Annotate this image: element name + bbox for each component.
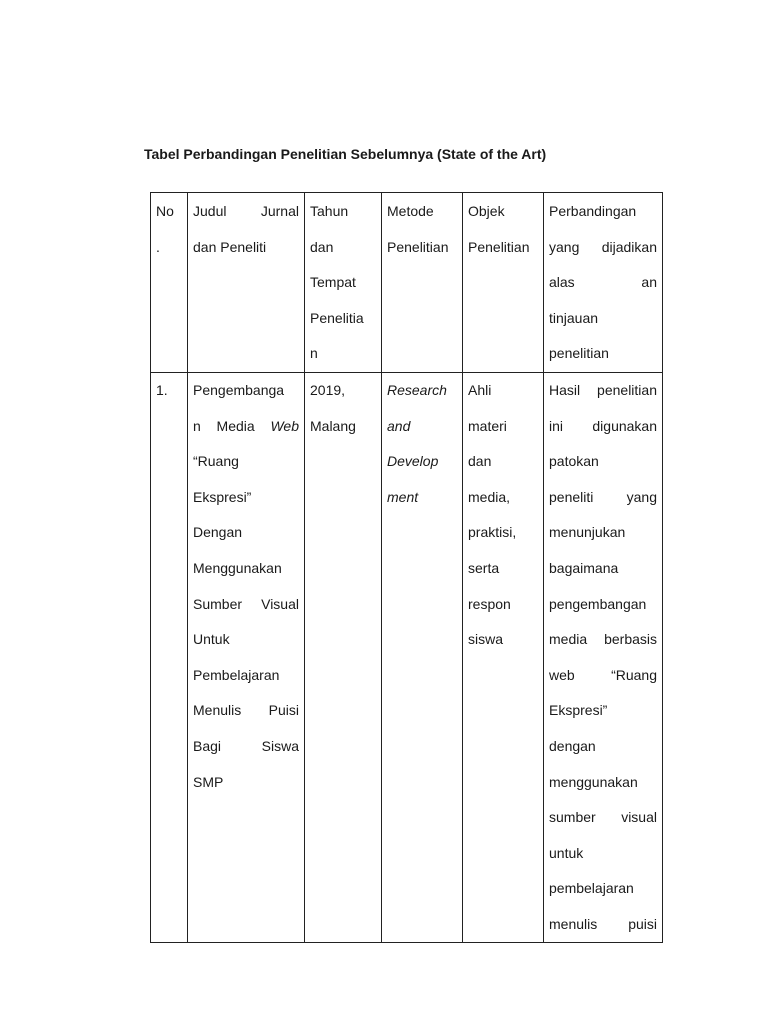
cell-perbandingan-line: menggunakan — [549, 773, 638, 790]
header-metode-line: Metode — [387, 203, 434, 219]
cell-metode-line: ment — [387, 488, 419, 505]
cell-no-text: 1. — [156, 381, 168, 398]
cell-judul-line: Pengembanga — [193, 381, 285, 398]
state-of-the-art-table — [150, 192, 663, 943]
cell-objek-line: dan — [468, 453, 492, 470]
header-tahun-line: Penelitia — [310, 309, 364, 326]
cell-objek-line: Ahli — [468, 381, 492, 398]
header-judul-line: Judul Jurnal — [193, 203, 299, 219]
cell-metode-line: Develop — [387, 453, 439, 470]
cell-perbandingan-line: Hasil penelitian — [549, 381, 657, 398]
header-perbandingan-line: yang dijadikan — [549, 238, 657, 255]
cell-perbandingan-line: menunjukan — [549, 524, 626, 541]
cell-perbandingan-line: ini digunakan — [549, 417, 657, 434]
header-tahun — [305, 193, 382, 373]
cell-objek-line: media, — [468, 488, 511, 505]
cell-judul-line: Sumber Visual — [193, 595, 299, 612]
cell-judul-line: Pembelajaran — [193, 666, 280, 683]
cell-objek-line: materi — [468, 417, 507, 434]
header-perbandingan-line: Perbandingan — [549, 203, 637, 219]
cell-judul-line: Bagi Siswa — [193, 737, 299, 754]
cell-perbandingan-line: patokan — [549, 453, 599, 470]
header-metode-line: Penelitian — [387, 238, 449, 255]
cell-judul-line: Menulis Puisi — [193, 702, 299, 719]
header-no — [151, 193, 188, 373]
cell-perbandingan-line: menulis puisi — [549, 915, 657, 932]
cell-judul-italic-segment: Web — [270, 417, 299, 434]
cell-judul-segment: n Media — [193, 417, 255, 434]
cell-perbandingan-content — [549, 373, 657, 943]
cell-objek — [463, 372, 544, 943]
cell-perbandingan-line: media berbasis — [549, 631, 657, 648]
header-tahun-line: Tempat — [310, 274, 356, 291]
cell-no — [151, 372, 188, 943]
header-no-line: . — [156, 238, 160, 255]
cell-objek-line: siswa — [468, 631, 504, 648]
cell-tahun-line: Malang — [310, 417, 356, 434]
cell-objek-line: praktisi, — [468, 524, 517, 541]
cell-perbandingan-line: web “Ruang — [549, 666, 657, 683]
cell-perbandingan-line: sumber visual — [549, 809, 657, 826]
header-tahun-line: Tahun — [310, 203, 349, 219]
header-objek — [463, 193, 544, 373]
cell-judul-line: Ekspresi” — [193, 488, 252, 505]
header-objek-line: Penelitian — [468, 238, 530, 255]
cell-perbandingan-line: pengembangan — [549, 595, 647, 612]
header-perbandingan — [544, 193, 663, 373]
cell-metode-line: and — [387, 417, 411, 434]
cell-judul-line: Dengan — [193, 524, 243, 541]
cell-tahun — [305, 372, 382, 943]
header-judul — [188, 193, 305, 373]
cell-perbandingan-line: untuk — [549, 844, 584, 861]
cell-perbandingan-line: bagaimana — [549, 559, 619, 576]
cell-tahun-line: 2019, — [310, 381, 346, 398]
cell-perbandingan-line: Ekspresi” — [549, 702, 608, 719]
cell-judul-line: Untuk — [193, 631, 230, 648]
header-perbandingan-line: tinjauan — [549, 309, 599, 326]
cell-metode-line: Research — [387, 381, 447, 398]
header-perbandingan-line: alas an — [549, 274, 657, 291]
header-perbandingan-line: penelitian — [549, 345, 609, 362]
cell-judul-line — [193, 409, 299, 445]
header-tahun-line: n — [310, 345, 318, 362]
cell-judul-line: Menggunakan — [193, 559, 282, 576]
cell-metode — [382, 372, 463, 943]
cell-perbandingan-line: pembelajaran — [549, 880, 634, 897]
page-title: Tabel Perbandingan Penelitian Sebelumnya (State of the Art) — [144, 146, 547, 162]
cell-judul — [188, 372, 305, 943]
header-no-line: No — [156, 203, 174, 219]
cell-objek-line: respon — [468, 595, 511, 612]
header-metode — [382, 193, 463, 373]
cell-judul-line: SMP — [193, 773, 224, 790]
cell-perbandingan-line: peneliti yang — [549, 488, 657, 505]
table-row — [151, 372, 663, 943]
header-tahun-line: dan — [310, 238, 334, 255]
table-header-row — [151, 193, 663, 373]
header-judul-line: dan Peneliti — [193, 238, 267, 255]
cell-objek-line: serta — [468, 559, 500, 576]
cell-judul-line: “Ruang — [193, 453, 239, 470]
cell-perbandingan-line: dengan — [549, 737, 596, 754]
header-objek-line: Objek — [468, 203, 505, 219]
cell-perbandingan — [544, 372, 663, 943]
